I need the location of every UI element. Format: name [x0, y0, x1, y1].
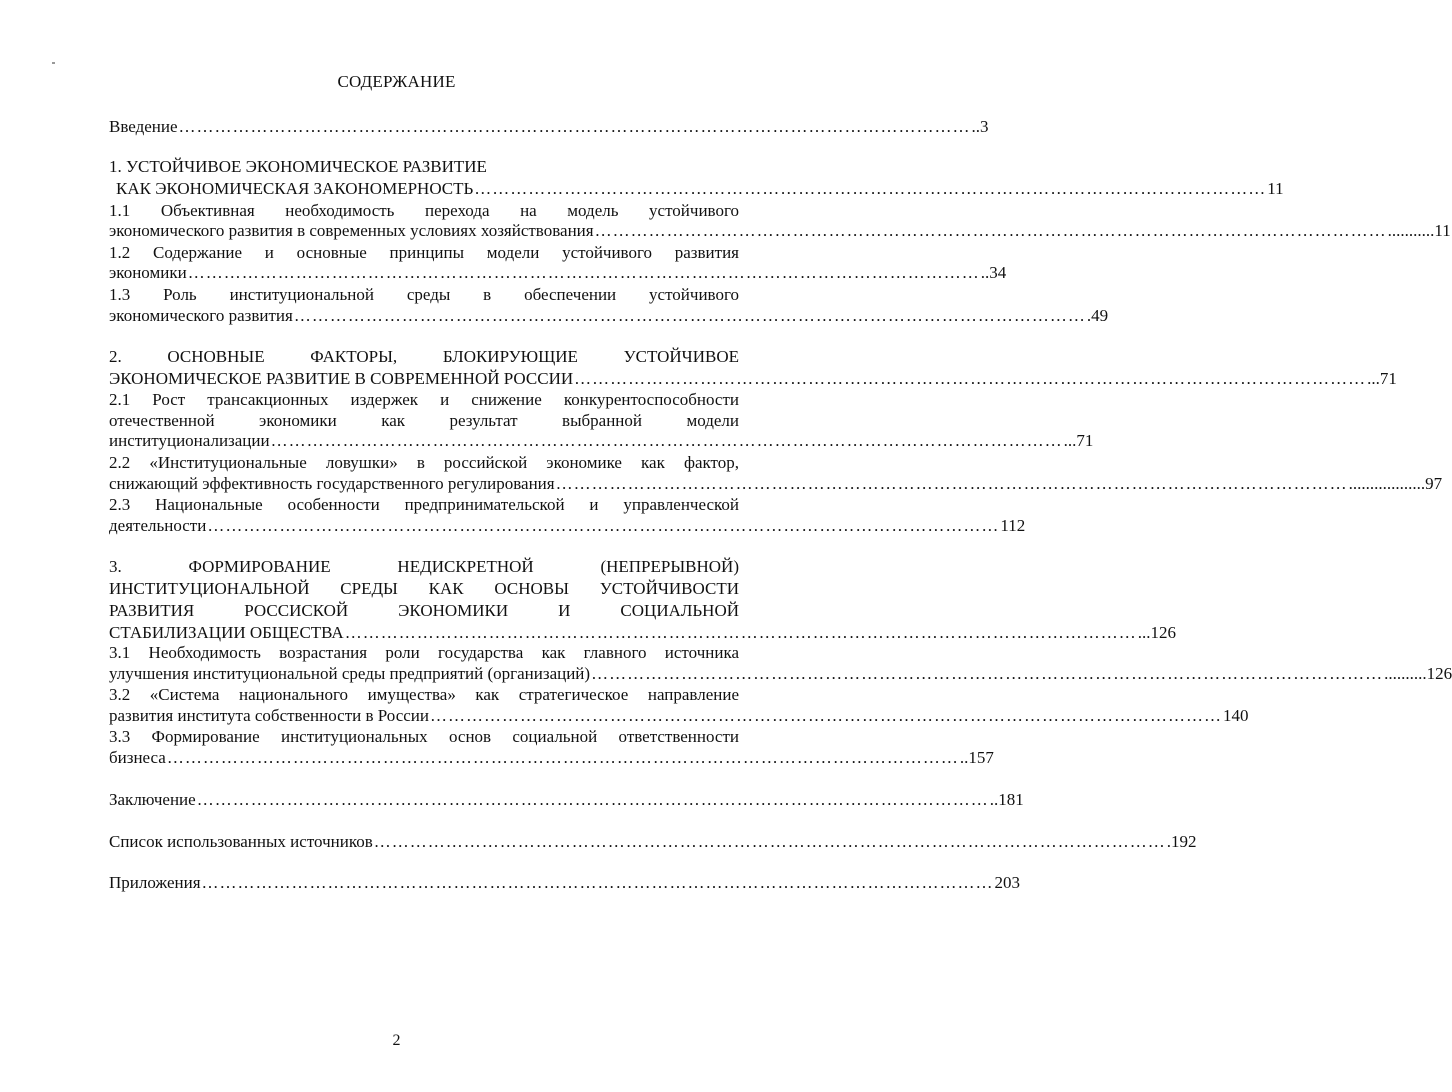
section-3-3-line-2[interactable] — [109, 748, 994, 768]
section-3-1-line-2[interactable] — [109, 664, 1452, 684]
section-2-1-line-3[interactable] — [109, 431, 1094, 451]
toc-page-number: 112 — [1000, 516, 1026, 535]
scan-speck — [52, 62, 55, 64]
toc-entry-label: экономического развития в современных условиях хозяйствования — [109, 221, 594, 240]
toc-entry-label: Приложения — [109, 873, 201, 892]
toc-page-number: .192 — [1166, 832, 1197, 851]
dot-leader: …………………………………………………………………………………………………………………… — [187, 263, 980, 282]
toc-page-number: ...........11 — [1387, 221, 1451, 240]
chapter-3-heading-line-1[interactable]: 3. ФОРМИРОВАНИЕ НЕДИСКРЕТНОЙ (НЕПРЕРЫВНОЙ) — [109, 557, 739, 576]
dot-leader: …………………………………………………………………………………………………………………… — [201, 873, 994, 892]
dot-leader: …………………………………………………………………………………………………………………… — [293, 306, 1086, 325]
toc-page-number: ..34 — [980, 263, 1007, 282]
chapter-3-heading-line-2[interactable]: ИНСТИТУЦИОНАЛЬНОЙ СРЕДЫ КАК ОСНОВЫ УСТОЙЧИВОСТИ — [109, 579, 739, 598]
toc-entry-label: бизнеса — [109, 748, 166, 767]
toc-entry-label: Список использованных источников — [109, 832, 373, 851]
section-1-2-line-1[interactable]: 1.2 Содержание и основные принципы модели устойчивого развития — [109, 243, 739, 262]
toc-entry-sources[interactable] — [109, 832, 1197, 852]
dot-leader: …………………………………………………………………………………………………………………… — [178, 117, 971, 136]
section-2-2-line-2[interactable] — [109, 474, 1443, 494]
section-3-3-line-1[interactable]: 3.3 Формирование институциональных основ социальной ответственности — [109, 727, 739, 746]
section-2-3-line-1[interactable]: 2.3 Национальные особенности предпринимательской и управленческой — [109, 495, 739, 514]
dot-leader: …………………………………………………………………………………………………………………… — [373, 832, 1166, 851]
toc-entry-label: СТАБИЛИЗАЦИИ ОБЩЕСТВА — [109, 623, 344, 642]
chapter-1-heading-line-1[interactable]: 1. УСТОЙЧИВОЕ ЭКОНОМИЧЕСКОЕ РАЗВИТИЕ — [109, 157, 487, 176]
toc-page-number: 203 — [994, 873, 1021, 892]
toc-entry-intro[interactable] — [109, 117, 989, 137]
toc-entry-label: Заключение — [109, 790, 196, 809]
section-2-1-line-1[interactable]: 2.1 Рост трансакционных издержек и снижение конкурентоспособности — [109, 390, 739, 409]
toc-entry-label: деятельности — [109, 516, 207, 535]
toc-entry-appendix[interactable] — [109, 873, 1021, 893]
section-3-1-line-1[interactable]: 3.1 Необходимость возрастания роли государства как главного источника — [109, 643, 739, 662]
toc-page-number: .49 — [1086, 306, 1109, 325]
section-1-3-line-2[interactable] — [109, 306, 1109, 326]
toc-entry-label: экономики — [109, 263, 187, 282]
toc-page-number: ..181 — [989, 790, 1024, 809]
toc-entry-label: снижающий эффективность государственного регулирования — [109, 474, 555, 493]
toc-page-number: ..........126 — [1384, 664, 1452, 683]
section-1-1-line-2[interactable] — [109, 221, 1451, 241]
toc-entry-conclusion[interactable] — [109, 790, 1024, 810]
toc-entry-label: Введение — [109, 117, 178, 136]
toc-entry-label: развития института собственности в России — [109, 706, 429, 725]
dot-leader: …………………………………………………………………………………………………………………… — [344, 623, 1137, 642]
dot-leader: …………………………………………………………………………………………………………………… — [555, 474, 1348, 493]
toc-page-number: ..................97 — [1348, 474, 1443, 493]
dot-leader: …………………………………………………………………………………………………………………… — [270, 431, 1063, 450]
dot-leader: …………………………………………………………………………………………………………………… — [207, 516, 1000, 535]
dot-leader: …………………………………………………………………………………………………………………… — [166, 748, 959, 767]
dot-leader: …………………………………………………………………………………………………………………… — [594, 221, 1387, 240]
section-1-1-line-1[interactable]: 1.1 Объективная необходимость перехода на модель устойчивого — [109, 201, 739, 220]
toc-entry-label: улучшения институциональной среды предприятий (организаций) — [109, 664, 591, 683]
section-1-3-line-1[interactable]: 1.3 Роль институциональной среды в обеспечении устойчивого — [109, 285, 739, 304]
toc-page-number: ..157 — [959, 748, 994, 767]
section-2-3-line-2[interactable] — [109, 516, 1026, 536]
chapter-1-heading-line-2[interactable] — [109, 179, 1284, 199]
toc-page-number: ...126 — [1137, 623, 1176, 642]
dot-leader: …………………………………………………………………………………………………………………… — [574, 369, 1367, 388]
toc-page-number: ...71 — [1063, 431, 1094, 450]
dot-leader: …………………………………………………………………………………………………………………… — [430, 706, 1222, 725]
chapter-3-heading-line-3[interactable]: РАЗВИТИЯ РОССИСКОЙ ЭКОНОМИКИ И СОЦИАЛЬНОЙ — [109, 601, 739, 620]
section-2-1-line-2[interactable]: отечественной экономики как результат выбранной модели — [109, 411, 739, 430]
chapter-2-heading-line-1[interactable]: 2. ОСНОВНЫЕ ФАКТОРЫ, БЛОКИРУЮЩИЕ УСТОЙЧИВОЕ — [109, 347, 739, 366]
section-3-2-line-1[interactable]: 3.2 «Система национального имущества» как стратегическое направление — [109, 685, 739, 704]
section-2-2-line-1[interactable]: 2.2 «Институциональные ловушки» в российской экономике как фактор, — [109, 453, 739, 472]
dot-leader: …………………………………………………………………………………………………………………… — [474, 179, 1267, 198]
toc-entry-label: институционализации — [109, 431, 270, 450]
page-title: СОДЕРЖАНИЕ — [337, 72, 456, 91]
dot-leader: …………………………………………………………………………………………………………………… — [196, 790, 989, 809]
section-3-2-line-2[interactable] — [109, 706, 1249, 726]
dot-leader: …………………………………………………………………………………………………………………… — [591, 664, 1384, 683]
toc-page-number: 11 — [1267, 179, 1284, 198]
chapter-3-heading-line-4[interactable] — [109, 623, 1176, 643]
page-number: 2 — [392, 1032, 401, 1049]
toc-page-number: 140 — [1223, 706, 1249, 725]
toc-entry-label: ЭКОНОМИЧЕСКОЕ РАЗВИТИЕ В СОВРЕМЕННОЙ РОССИИ — [109, 369, 574, 388]
toc-entry-label: экономического развития — [109, 306, 293, 325]
toc-page-number: ...71 — [1367, 369, 1397, 388]
toc-entry-label: КАК ЭКОНОМИЧЕСКАЯ ЗАКОНОМЕРНОСТЬ — [116, 179, 474, 198]
chapter-2-heading-line-2[interactable] — [109, 369, 1397, 389]
toc-page-number: ..3 — [971, 117, 989, 136]
section-1-2-line-2[interactable] — [109, 263, 1007, 283]
